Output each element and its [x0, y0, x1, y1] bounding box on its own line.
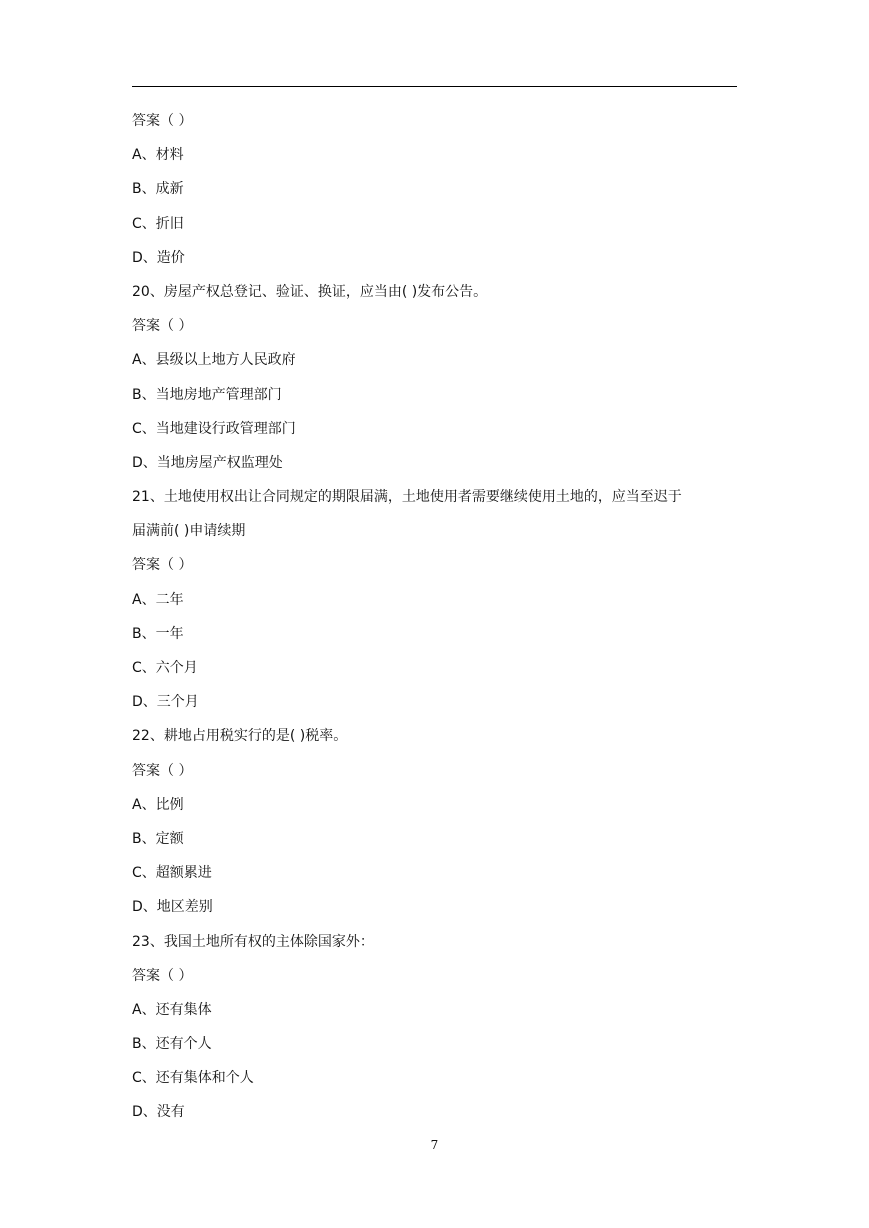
question-content [132, 104, 737, 1130]
option-b: B、定额 [132, 830, 184, 847]
option-a: A、材料 [132, 147, 184, 164]
question-21-continued: 届满前( )申请续期 [132, 523, 246, 540]
option-a: A、比例 [132, 796, 184, 813]
option-a: A、二年 [132, 591, 184, 608]
answer-line: 答案（ ） [132, 113, 193, 129]
answer-line: 答案（ ） [132, 318, 193, 335]
option-b: B、成新 [132, 181, 184, 198]
question-20: 20、房屋产权总登记、验证、换证，应当由( )发布公告。 [132, 283, 488, 300]
answer-line: 答案（ ） [132, 762, 193, 779]
option-d: D、三个月 [132, 694, 199, 711]
option-c: C、还有集体和个人 [132, 1070, 254, 1087]
option-d: D、没有 [132, 1104, 185, 1121]
option-c: C、当地建设行政管理部门 [132, 420, 296, 437]
option-b: B、当地房地产管理部门 [132, 386, 282, 403]
answer-line: 答案（ ） [132, 557, 193, 574]
option-c: C、超额累进 [132, 865, 212, 882]
page-number: 7 [430, 1138, 439, 1152]
option-a: A、还有集体 [132, 1001, 212, 1018]
header-rule [132, 86, 737, 87]
option-d: D、地区差别 [132, 899, 213, 916]
option-d: D、造价 [132, 249, 185, 266]
question-21: 21、土地使用权出让合同规定的期限届满，土地使用者需要继续使用土地的，应当至迟于 [132, 489, 682, 506]
answer-line: 答案（ ） [132, 967, 193, 984]
question-23: 23、我国土地所有权的主体除国家外： [132, 933, 374, 950]
option-c: C、六个月 [132, 660, 198, 676]
question-22: 22、耕地占用税实行的是( )税率。 [132, 728, 348, 745]
option-b: B、一年 [132, 625, 184, 642]
option-a: A、县级以上地方人民政府 [132, 352, 296, 369]
option-b: B、还有个人 [132, 1036, 212, 1053]
option-d: D、当地房屋产权监理处 [132, 454, 283, 471]
option-c: C、折旧 [132, 215, 184, 232]
